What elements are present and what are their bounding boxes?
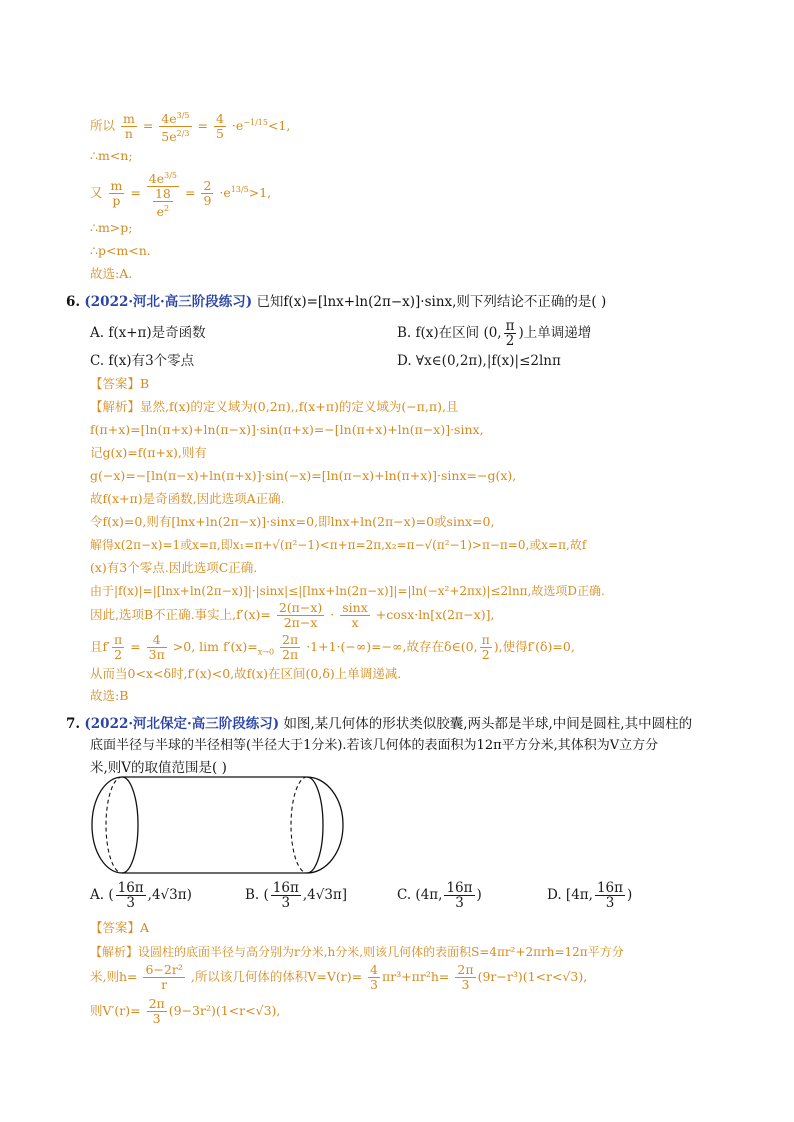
q7-answer: 【答案】A [90, 920, 150, 935]
text: ·e [231, 118, 244, 134]
text: A. [90, 887, 105, 903]
numerator: m [110, 178, 123, 194]
denominator: 2 [481, 647, 490, 662]
fraction [271, 881, 301, 910]
question-source: (2022·河北·高三阶段练习) [84, 294, 253, 310]
denominator: 2 [505, 333, 515, 349]
question-7-stem-line3: 米,则V的取值范围是( ) [90, 760, 227, 776]
fraction [112, 633, 124, 662]
denominator: 3 [605, 895, 615, 911]
exponent: 3/5 [164, 170, 178, 180]
text: C. (4π, [397, 887, 443, 903]
denominator: 3 [152, 1011, 161, 1026]
exponent: 2/3 [176, 129, 190, 139]
capsule-figure [90, 775, 346, 875]
q6-solution-line: f(π+x)=[ln(π+x)+ln(π−x)]·sin(π+x)=−[ln(π+x)+ln(π−x)]·sinx, [90, 422, 484, 437]
q6-answer: 【答案】B [90, 376, 150, 391]
question-number: 7. [66, 716, 81, 732]
denominator: 3 [455, 895, 464, 911]
numerator: m [123, 111, 135, 127]
q6-option-d: D. ∀x∈(0,2π),|f(x)|≤2lnπ [397, 353, 561, 369]
q6-solution-line: 故选:B [90, 688, 129, 703]
numerator: π [505, 318, 515, 334]
q6-solution-line: 记g(x)=f(π+x),则有 [90, 445, 207, 460]
denominator: 3 [370, 977, 378, 992]
text: = [197, 118, 208, 134]
fraction [147, 633, 167, 662]
q7-option-c [397, 880, 482, 910]
q6-option-b [397, 318, 591, 348]
denominator: 3 [126, 895, 135, 911]
numerator: 4 [370, 962, 378, 977]
fraction [214, 112, 226, 141]
numerator: 16π [446, 880, 473, 896]
fraction [153, 187, 173, 219]
text: 5e [161, 129, 177, 145]
question-7-stem-line1 [66, 714, 692, 734]
text: 4e [161, 111, 177, 127]
text: ·e [219, 185, 231, 201]
text: 又 [90, 185, 103, 201]
text: (9−3r²)(1<r<√3), [168, 1003, 281, 1018]
numerator: 16π [272, 880, 299, 896]
denominator: p [112, 193, 121, 209]
limit-subscript: x→0 [257, 647, 275, 657]
q7-solution-derivative [90, 994, 280, 1028]
question-number: 6. [66, 294, 81, 310]
denominator: 3π [148, 647, 165, 662]
fraction [109, 179, 125, 208]
fraction [277, 601, 324, 630]
q6-solution-line: 令f(x)=0,则有[lnx+ln(2π−x)]·sinx=0,即lnx+ln(2π−x)=0或sinx=0, [90, 514, 495, 529]
text: πr³+πr²h= [382, 969, 450, 984]
denominator: 5 [215, 126, 224, 142]
q6-solution-line: 解得x(2π−x)=1或x=π,即x₁=π+√(π²−1)<π+π=2π,x₂=π−√(π²−1)>π−π=0,或x=π,故f [90, 538, 587, 552]
fraction [340, 601, 370, 630]
fraction [201, 179, 213, 208]
text: ) [627, 887, 633, 903]
denominator: 2π [282, 647, 299, 662]
right-circle-front [307, 777, 323, 873]
question-6-stem [66, 292, 606, 312]
fraction [504, 319, 517, 348]
q6-solution-line: (x)有3个零点.因此选项C正确. [90, 560, 258, 575]
denominator [153, 202, 173, 219]
denominator: 3 [461, 977, 470, 992]
text: ),使得f′(δ)=0, [493, 639, 575, 654]
q7-solution-line: 【解析】设圆柱的底面半径与高分别为r分米,h分米,则该几何体的表面积S=4πr²+2πrh=12π平方分 [90, 945, 624, 959]
fraction [280, 633, 300, 662]
numerator: 6−2r² [145, 962, 183, 977]
text: = [185, 185, 196, 201]
fraction [595, 881, 625, 910]
fraction [455, 963, 475, 992]
denominator: x [351, 615, 359, 630]
numerator [159, 109, 191, 127]
fraction [368, 963, 380, 992]
question-text: 如图,某几何体的形状类似胶囊,两头都是半球,中间是圆柱,其中圆柱的 [283, 716, 693, 732]
text: >0, lim f′(x)= [172, 639, 258, 654]
fraction [159, 109, 191, 144]
fraction [480, 633, 492, 662]
fraction [147, 169, 179, 219]
text: 且f′ [90, 639, 110, 654]
left-circle-back [106, 777, 122, 873]
fraction [143, 963, 184, 992]
numerator: 2π [457, 962, 474, 977]
numerator: 2(π−x) [278, 600, 323, 615]
numerator: 2π [148, 996, 165, 1011]
solution-line-m-over-p: 又 $\frac{m}{p}$ = $\frac{4e^{3/5}}{\frac{18}{e^2}}$ = $\frac{2}{9}$ $\cdot e^{13/5}>1$, [90, 170, 272, 219]
text: (0, [460, 639, 478, 654]
right-circle-back [291, 777, 307, 873]
text: 所以 [90, 118, 116, 134]
q6-option-a: A. f(x+π)是奇函数 [90, 325, 206, 341]
q6-solution-line: 故f(x+π)是奇函数,因此选项A正确. [90, 491, 285, 506]
q7-solution-volume [90, 960, 587, 994]
fraction [444, 881, 474, 910]
numerator: π [113, 632, 123, 647]
text: ) [476, 887, 482, 903]
text: ,所以该几何体的体积V=V(r)= [190, 969, 363, 984]
solution-line: ∴m>p; [90, 220, 133, 235]
denominator [159, 127, 191, 144]
q6-option-c: C. f(x)有3个零点 [90, 353, 195, 369]
text: )上单调递增 [518, 325, 592, 341]
fraction [121, 112, 137, 141]
text: B. [245, 887, 260, 903]
text: (0, [483, 325, 502, 341]
text: ·1+1·(−∞)=−∞,故存在δ∈ [306, 639, 461, 654]
fraction [147, 997, 167, 1026]
question-7-stem-line2: 底面半径与半球的半径相等(半径大于1分米).若该几何体的表面积为12π平方分米,其体积为V立方分 [90, 738, 659, 753]
denominator: 3 [281, 895, 291, 911]
numerator: sinx [342, 600, 368, 615]
text: 则V′(r)= [90, 1003, 141, 1018]
text: >1, [248, 185, 272, 201]
numerator: 16π [596, 880, 624, 896]
exponent: 13/5 [230, 185, 249, 194]
text: (9r−r³)(1<r<√3), [477, 969, 588, 984]
denominator: 2 [114, 647, 123, 662]
text: +cosx·ln[x(2π−x)], [375, 607, 495, 622]
q6-solution-line: g(−x)=−[ln(π−x)+ln(π+x)]·sin(−x)=[ln(π−x)+ln(π+x)]·sinx=−g(x), [90, 468, 517, 483]
numerator: 2π [282, 632, 299, 647]
text: D. [4π, [547, 887, 593, 903]
exponent: 3/5 [176, 111, 190, 120]
q7-option-d [547, 880, 632, 910]
text: <1, [267, 118, 291, 134]
solution-line: 故选:A. [90, 266, 133, 281]
text: ,4√3π] [302, 887, 348, 903]
exponent: 2 [164, 203, 170, 213]
q7-option-a: A. ( $\frac{16\pi}{3}$ ,4√3π) [90, 880, 192, 911]
denominator: 9 [203, 193, 212, 209]
question-source: (2022·河北保定·高三阶段练习) [84, 716, 280, 732]
text: = [130, 639, 141, 654]
q6-solution-derivative [90, 598, 494, 632]
numerator: 18 [154, 185, 171, 201]
fraction [116, 881, 146, 910]
denominator [147, 187, 179, 219]
left-circle-front [122, 777, 138, 873]
solution-line-m-over-n: 所以 $\frac{m}{n}$ = $\frac{4e^{3/5}}{5e^{2/3}}$ = $\frac{4}{5}$ $\cdot e^{-1/15}<1$, [90, 111, 291, 145]
text: ,4√3π) [147, 887, 192, 903]
numerator [147, 169, 179, 187]
text: 因此,选项B不正确.事实上,f′(x)= [90, 607, 271, 622]
text: 米,则h= [90, 969, 138, 984]
q6-solution-line: 从而当0<x<δ时,f′(x)<0,故f(x)在区间(0,δ)上单调递减. [90, 666, 402, 681]
question-text: 已知f(x)=[lnx+ln(2π−x)]·sinx,则下列结论不正确的是( ) [256, 294, 607, 310]
denominator: n [124, 126, 133, 142]
denominator: 2π−x [283, 615, 318, 630]
capsule-outline [92, 777, 343, 873]
numerator: 4 [147, 633, 167, 648]
text: B. f(x)在区间 [397, 325, 480, 341]
q6-solution-line: 由于|f(x)|=|[lnx+ln(2π−x)]|·|sinx|≤|[lnx+ln(2π−x)]|=|ln(−x²+2πx)|≤2lnπ,故选项D正确. [90, 584, 605, 598]
q6-solution-line: 【解析】显然,f(x)的定义域为(0,2π),,f(x+π)的定义域为(−π,π),且 [90, 399, 459, 414]
denominator: r [161, 977, 168, 992]
numerator: π [481, 632, 490, 647]
exponent: −1/15 [243, 118, 268, 127]
text: · [330, 607, 335, 622]
q7-option-b: B. ( $\frac{16\pi}{3}$ ,4√3π] [245, 880, 348, 911]
solution-line: ∴m<n; [90, 148, 133, 163]
text: 4e [148, 170, 165, 186]
solution-line: ∴p<m<n. [90, 243, 151, 258]
text: e [156, 203, 165, 219]
numerator: 4 [215, 111, 224, 127]
numerator: 2 [203, 178, 212, 194]
numerator: 16π [117, 880, 144, 896]
